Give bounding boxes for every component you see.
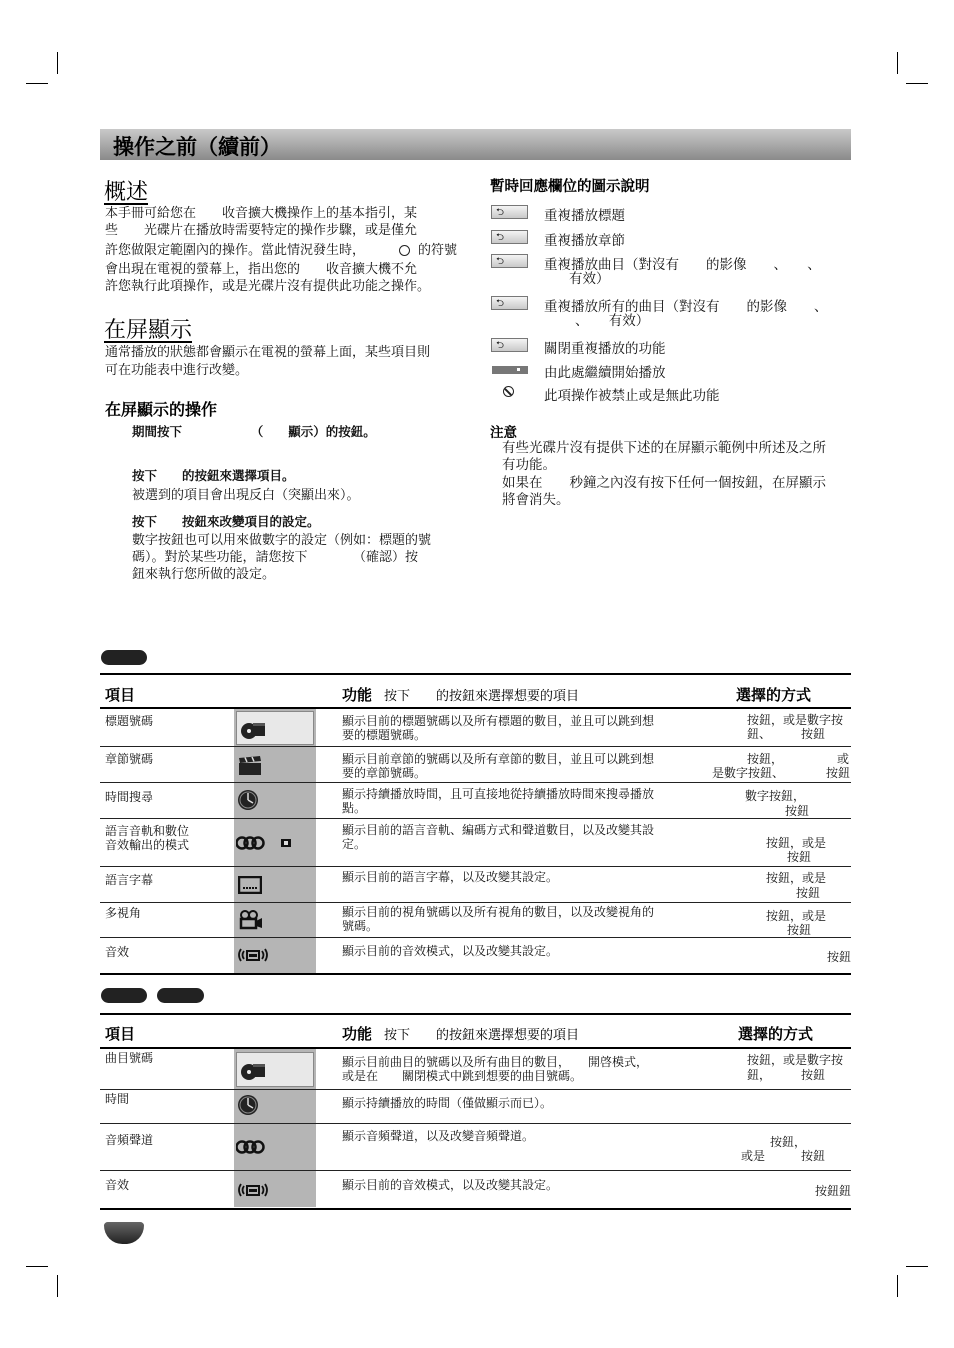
repeat-icon: ⮌ bbox=[491, 296, 528, 310]
legend-item: ⮌ 重複播放曲目（對沒有 的影像 、 、 bbox=[491, 253, 851, 271]
table-bottom-rule bbox=[100, 973, 851, 975]
osd-line: 通常播放的狀態都會顯示在電視的螢幕上面，某些項目則 bbox=[105, 345, 431, 360]
crop-mark bbox=[906, 1266, 928, 1267]
row-rule bbox=[100, 1170, 851, 1171]
item-label: 時間 bbox=[105, 1092, 130, 1106]
method-line: 按鈕 bbox=[795, 886, 820, 900]
legend-heading: 暫時回應欄位的圖示說明 bbox=[490, 179, 650, 195]
legend-item-cont: 、 有效） bbox=[575, 313, 650, 329]
table-top-rule bbox=[100, 1013, 851, 1015]
method-line: 按鈕鈕 bbox=[814, 1184, 851, 1198]
camera-angle-icon bbox=[239, 910, 263, 930]
item-label: 多視角 bbox=[105, 906, 142, 920]
sound-effect-icon bbox=[236, 947, 270, 963]
func-line: 顯示目前的語言音軌、編碼方式和聲道數目，以及改變其設 bbox=[342, 823, 655, 837]
overview-line: 些 光碟片在播放時需要特定的操作步驟，或是僅允 bbox=[105, 223, 418, 238]
method-line: 數字按鈕， bbox=[744, 789, 805, 803]
func-line: 點。 bbox=[342, 801, 367, 815]
repeat-icon: ⮌ bbox=[491, 254, 528, 268]
func-line: 顯示目前的視角號碼以及所有視角的數目，以及改變視角的 bbox=[342, 905, 655, 919]
func-line: 顯示目前的音效模式，以及改變其設定。 bbox=[342, 1178, 559, 1192]
clock-icon bbox=[237, 789, 259, 811]
crop-mark bbox=[57, 52, 58, 74]
table-header-rule bbox=[100, 707, 851, 709]
disc-type-badge bbox=[101, 650, 147, 665]
crop-mark bbox=[26, 1266, 48, 1267]
audio-language-icon bbox=[236, 835, 296, 851]
overview-line: 會出現在電視的螢幕上，指出您的 收音擴大機不允 bbox=[105, 262, 418, 277]
row-rule bbox=[100, 937, 851, 938]
func-line: 要的標題號碼。 bbox=[342, 728, 427, 742]
method-line: 按鈕， 或 bbox=[746, 752, 849, 766]
note-line: 有些光碟片沒有提供下述的在屏顯示範例中所述及之所 bbox=[502, 440, 826, 456]
func-line: 或是在 關閉模式中跳到想要的曲目號碼。 bbox=[342, 1069, 583, 1083]
method-line: 按鈕，或是數字按 bbox=[746, 713, 843, 727]
sound-effect-icon bbox=[236, 1182, 270, 1198]
legend-item: 由此處繼續開始播放 bbox=[491, 361, 851, 379]
repeat-off-icon: ⮌ bbox=[491, 338, 528, 352]
section-banner bbox=[100, 129, 851, 160]
clock-icon bbox=[237, 1094, 259, 1116]
method-line: 按鈕，或是 bbox=[765, 909, 826, 923]
crop-mark bbox=[906, 83, 928, 84]
osd-step-3: 按下 按鈕來改變項目的設定。 bbox=[132, 514, 320, 529]
legend-item: 此項操作被禁止或是無此功能 bbox=[491, 384, 851, 402]
func-line: 顯示目前章節的號碼以及所有章節的數目，並且可以跳到想 bbox=[342, 752, 655, 766]
note-line: 有功能。 bbox=[502, 457, 556, 473]
table-top-rule bbox=[100, 673, 851, 675]
row-rule bbox=[100, 902, 851, 903]
func-line: 要的章節號碼。 bbox=[342, 766, 427, 780]
row-rule bbox=[100, 1123, 851, 1124]
disc-type-badge bbox=[157, 988, 204, 1003]
audio-channel-icon bbox=[236, 1139, 266, 1155]
overview-line: 的符號 bbox=[418, 243, 458, 258]
page-number-tab bbox=[104, 1222, 144, 1244]
col-func-subheader: 按下 的按鈕來選擇想要的項目 bbox=[384, 1028, 580, 1043]
crop-mark bbox=[57, 1275, 58, 1297]
legend-item: ⮌ 重複播放標題 bbox=[491, 204, 851, 222]
item-label: 時間搜尋 bbox=[105, 790, 154, 804]
func-line: 顯示持續播放時間，且可直接地從持續播放時間來搜尋播放 bbox=[342, 787, 655, 801]
method-line: 按鈕 bbox=[784, 804, 809, 818]
forbidden-icon bbox=[399, 245, 410, 256]
legend-item: ⮌ 關閉重複播放的功能 bbox=[491, 337, 851, 355]
method-line: 按鈕 bbox=[826, 950, 851, 964]
overview-line: 本手冊可給您在 收音擴大機操作上的基本指引，某 bbox=[105, 206, 418, 221]
osd-step-2: 按下 的按鈕來選擇項目。 bbox=[132, 468, 295, 483]
title-disc-icon bbox=[240, 720, 266, 740]
table-header-rule bbox=[100, 1047, 851, 1049]
overview-line: 許您做限定範圍內的操作。當此情況發生時， bbox=[105, 243, 366, 258]
forbidden-icon bbox=[503, 386, 514, 397]
func-line: 顯示目前的音效模式，以及改變其設定。 bbox=[342, 944, 559, 958]
subtitle-icon bbox=[238, 876, 262, 894]
col-item-header: 項目 bbox=[105, 1025, 136, 1043]
row-rule bbox=[100, 818, 851, 819]
resume-icon bbox=[492, 366, 528, 374]
method-line: 按鈕 bbox=[786, 850, 811, 864]
row-rule bbox=[100, 746, 851, 747]
track-disc-icon bbox=[240, 1061, 266, 1081]
osd-step-2-note: 被選到的項目會出現反白（突顯出來）。 bbox=[132, 488, 360, 503]
item-label: 音頻聲道 bbox=[105, 1133, 154, 1147]
legend-item: ⮌ 重複播放所有的曲目（對沒有 的影像 、 bbox=[491, 295, 851, 313]
crop-mark bbox=[26, 83, 48, 84]
repeat-icon: ⮌ bbox=[491, 205, 528, 219]
item-label: 音效 bbox=[105, 945, 130, 959]
row-rule bbox=[100, 866, 851, 867]
overview-line: 許您執行此項操作，或是光碟片沒有提供此功能之操作。 bbox=[105, 279, 431, 294]
crop-mark bbox=[897, 1275, 898, 1297]
overview-heading: 概述 bbox=[104, 180, 149, 205]
osd-step-3-note: 碼）。對於某些功能，請您按下 （確認）按 bbox=[132, 550, 419, 565]
func-line: 顯示音頻聲道，以及改變音頻聲道。 bbox=[342, 1129, 535, 1143]
item-label: 章節號碼 bbox=[105, 752, 154, 766]
func-line: 顯示持續播放的時間（僅做顯示而已）。 bbox=[342, 1096, 553, 1110]
osd-step-3-note: 數字按鈕也可以用來做數字的設定（例如：標題的號 bbox=[132, 533, 432, 548]
method-line: 按鈕，或是 bbox=[765, 836, 826, 850]
method-line: 按鈕，或是數字按 bbox=[746, 1053, 843, 1067]
osd-heading: 在屏顯示 bbox=[104, 318, 193, 343]
row-rule bbox=[100, 782, 851, 783]
osd-ops-heading: 在屏顯示的操作 bbox=[105, 400, 218, 419]
item-label: 語言音軌和數位 bbox=[105, 824, 190, 838]
method-line: 按鈕 bbox=[786, 923, 811, 937]
item-label: 語言字幕 bbox=[105, 873, 154, 887]
func-line: 顯示目前的語言字幕，以及改變其設定。 bbox=[342, 870, 559, 884]
osd-line: 可在功能表中進行改變。 bbox=[105, 363, 249, 378]
osd-step-1: 期間按下 （ 顯示）的按鈕。 bbox=[132, 424, 376, 439]
col-method-header: 選擇的方式 bbox=[738, 1025, 814, 1043]
method-line: 鈕， 按鈕 bbox=[746, 1068, 825, 1082]
col-item-header: 項目 bbox=[105, 686, 136, 704]
method-line: 是數字按鈕、 按鈕 bbox=[711, 766, 850, 780]
disc-type-badge bbox=[101, 988, 147, 1003]
note-line: 如果在 秒鐘之內沒有按下任何一個按鈕，在屏顯示 bbox=[502, 475, 826, 491]
col-func-subheader: 按下 的按鈕來選擇想要的項目 bbox=[384, 689, 580, 704]
note-heading: 注意 bbox=[490, 425, 517, 441]
chapter-clapper-icon bbox=[238, 756, 262, 776]
banner-title: 操作之前（續前） bbox=[113, 135, 281, 159]
item-label: 音效 bbox=[105, 1178, 130, 1192]
osd-step-3-note: 鈕來執行您所做的設定。 bbox=[132, 567, 276, 582]
crop-mark bbox=[897, 52, 898, 74]
func-line: 定。 bbox=[342, 837, 367, 851]
item-label: 曲目號碼 bbox=[105, 1051, 154, 1065]
legend-item-cont: 有效） bbox=[569, 271, 610, 287]
table-bottom-rule bbox=[100, 1208, 851, 1210]
method-line: 鈕、 按鈕 bbox=[746, 727, 825, 741]
note-line: 將會消失。 bbox=[502, 492, 570, 508]
func-line: 顯示目前的標題號碼以及所有標題的數目，並且可以跳到想 bbox=[342, 714, 655, 728]
legend-item: ⮌ 重複播放章節 bbox=[491, 229, 851, 247]
method-line: 按鈕， bbox=[769, 1135, 806, 1149]
col-func-header: 功能 bbox=[342, 686, 373, 704]
row-rule bbox=[100, 1089, 851, 1090]
repeat-icon: ⮌ bbox=[491, 230, 528, 244]
method-line: 按鈕，或是 bbox=[765, 871, 826, 885]
method-line: 或是 按鈕 bbox=[740, 1149, 825, 1163]
item-label: 標題號碼 bbox=[105, 714, 154, 728]
col-method-header: 選擇的方式 bbox=[736, 686, 812, 704]
func-line: 顯示目前曲目的號碼以及所有曲目的數目， 開啓模式， bbox=[342, 1055, 649, 1069]
item-label: 音效輸出的模式 bbox=[105, 838, 190, 852]
func-line: 號碼。 bbox=[342, 919, 379, 933]
col-func-header: 功能 bbox=[342, 1025, 373, 1043]
